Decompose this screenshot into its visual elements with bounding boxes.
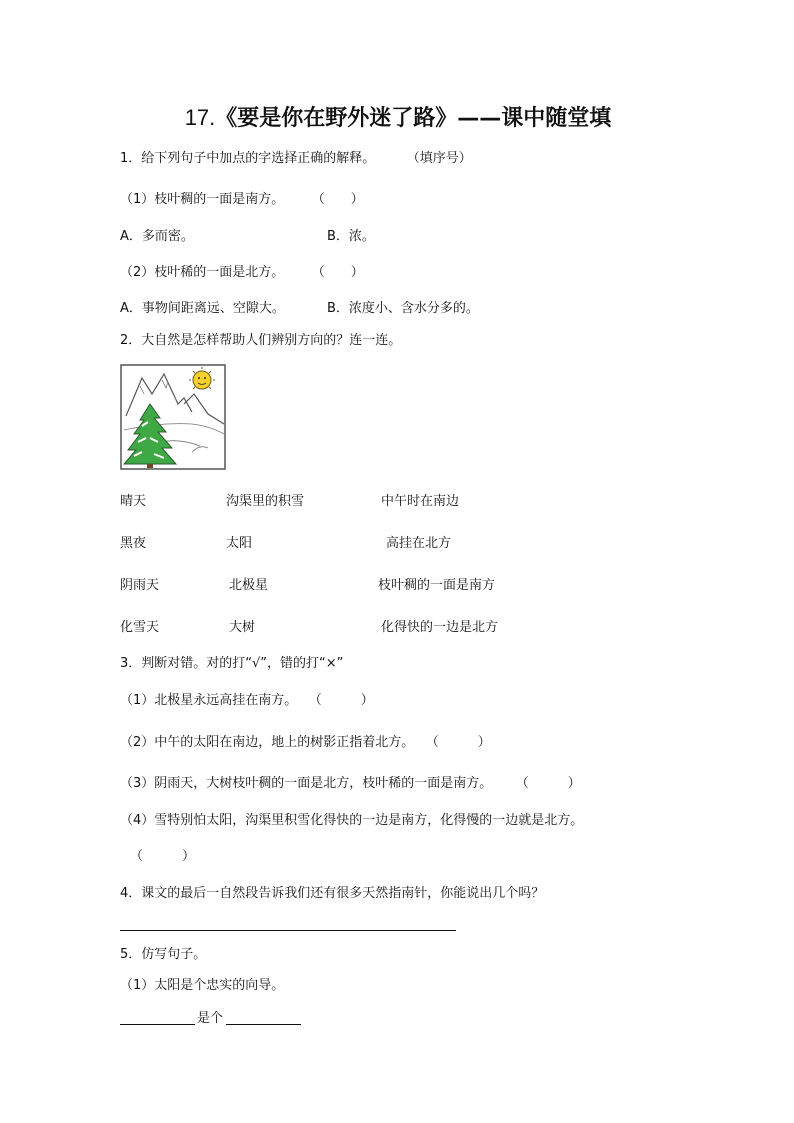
answer-blank[interactable]: （ ） xyxy=(318,192,364,207)
q2-row-4-weather[interactable]: 化雪天 xyxy=(120,620,160,635)
q3-item-1: （1）北极星永远高挂在南方。 （ ） xyxy=(120,693,374,708)
q1-item-2-option-b: B．浓度小、含水分多的。 xyxy=(327,301,479,316)
q2-row-4-method[interactable]: 化得快的一边是北方 xyxy=(381,620,499,635)
q2-row-1-weather[interactable]: 晴天 xyxy=(120,494,147,509)
q3-item-2: （2）中午的太阳在南边，地上的树影正指着北方。 （ ） xyxy=(120,735,491,750)
q1-item-2-option-a: A．事物间距离远、空隙大。 xyxy=(120,301,285,316)
q1-item-1: （1）枝叶稠的一面是南方。 （ ） xyxy=(120,192,364,207)
q5-connector: 是个 xyxy=(197,1011,224,1026)
page-title xyxy=(0,104,794,133)
q5-prompt: 5．仿写句子。 xyxy=(120,947,207,962)
q5-answer-blank-1[interactable] xyxy=(120,1024,195,1025)
q4-answer-line[interactable] xyxy=(120,930,456,931)
q5-answer-blank-2[interactable] xyxy=(226,1024,301,1025)
q1-item-2: （2）枝叶稀的一面是北方。 （ ） xyxy=(120,265,364,280)
answer-blank[interactable]: （ ） xyxy=(522,776,581,791)
q1-item-1-option-a: A．多而密。 xyxy=(120,229,194,244)
q2-row-1-method[interactable]: 中午时在南边 xyxy=(381,494,460,509)
answer-blank[interactable]: （ ） xyxy=(315,693,374,708)
q2-row-2-helper[interactable]: 太阳 xyxy=(226,536,253,551)
q1-hint: （填序号） xyxy=(413,151,472,166)
q2-row-1-helper[interactable]: 沟渠里的积雪 xyxy=(226,494,305,509)
q2-row-3-weather[interactable]: 阴雨天 xyxy=(120,578,160,593)
answer-blank[interactable]: （ ） xyxy=(432,735,491,750)
lesson-number: 17. xyxy=(184,105,216,130)
q2-prompt: 2．大自然是怎样帮助人们辨别方向的？连一连。 xyxy=(120,333,402,348)
q5-example: （1）太阳是个忠实的向导。 xyxy=(120,978,285,993)
q2-row-2-weather[interactable]: 黑夜 xyxy=(120,536,147,551)
q4-prompt: 4．课文的最后一自然段告诉我们还有很多天然指南针，你能说出几个吗？ xyxy=(120,886,545,901)
answer-blank[interactable]: （ ） xyxy=(318,265,364,280)
answer-blank[interactable]: （ ） xyxy=(130,849,196,864)
q3-prompt: 3．判断对错。对的打“√”，错的打“×” xyxy=(120,656,344,671)
q2-row-3-helper[interactable]: 北极星 xyxy=(229,578,269,593)
q2-row-4-helper[interactable]: 大树 xyxy=(229,620,256,635)
q2-row-2-method[interactable]: 高挂在北方 xyxy=(386,536,452,551)
lesson-title: 《要是你在野外迷了路》——课中随堂填 xyxy=(215,106,612,131)
q1-item-1-option-b: B．浓。 xyxy=(327,229,375,244)
q3-item-4: （4）雪特别怕太阳，沟渠里积雪化得快的一边是南方，化得慢的一边就是北方。 xyxy=(120,813,584,828)
q1-prompt: 1．给下列句子中加点的字选择正确的解释。 （填序号） xyxy=(120,151,472,166)
q2-row-3-method[interactable]: 枝叶稠的一面是南方 xyxy=(378,578,496,593)
q3-item-3: （3）阴雨天，大树枝叶稠的一面是北方，枝叶稀的一面是南方。 （ ） xyxy=(120,776,581,791)
nature-scene-illustration xyxy=(120,364,226,470)
